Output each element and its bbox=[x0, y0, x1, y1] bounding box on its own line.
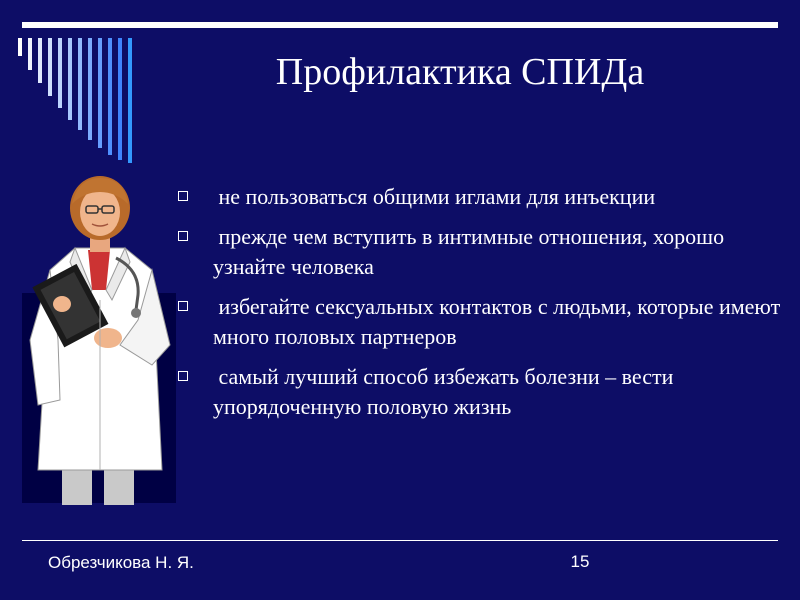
page-number: 15 bbox=[570, 552, 590, 571]
vertical-stripes-decoration bbox=[18, 38, 138, 163]
list-item bbox=[178, 362, 793, 422]
list-item bbox=[178, 292, 793, 352]
bullet-text: избегайте сексуальных контактов с людьми, которые имеют много половых партнеров bbox=[213, 294, 786, 349]
bullet-text: прежде чем вступить в интимные отношения, хорошо узнайте человека bbox=[213, 224, 730, 279]
bullet-list bbox=[178, 182, 793, 432]
top-divider-line bbox=[22, 22, 778, 28]
bullet-text: самый лучший способ избежать болезни – вести упорядоченную половую жизнь bbox=[213, 364, 679, 419]
list-item bbox=[178, 222, 793, 282]
bullet-text: не пользоваться общими иглами для инъекции bbox=[213, 184, 656, 209]
doctor-illustration bbox=[20, 170, 180, 505]
footer-author: Обрезчикова Н. Я. bbox=[48, 553, 194, 572]
slide-title: Профилактика СПИДа bbox=[275, 51, 645, 93]
bottom-divider-line bbox=[22, 540, 778, 541]
list-item bbox=[178, 182, 793, 212]
